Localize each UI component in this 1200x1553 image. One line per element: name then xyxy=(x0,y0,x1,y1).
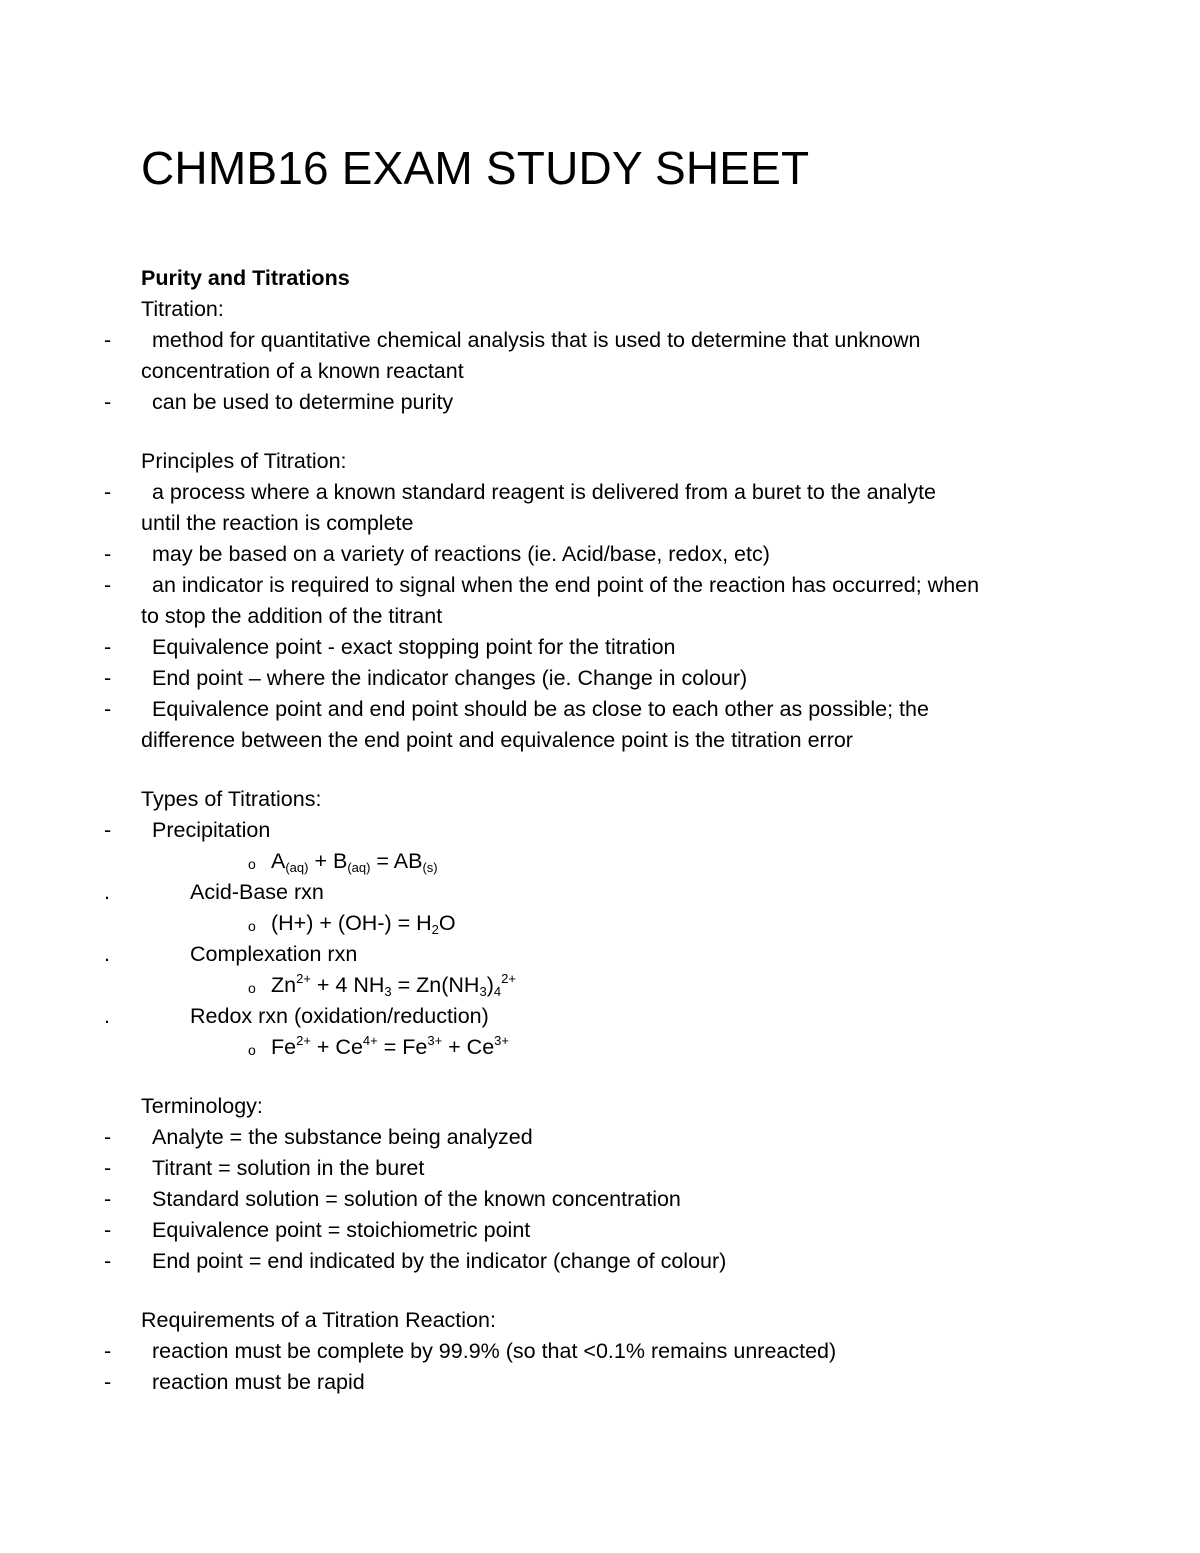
bullet-text: can be used to determine purity xyxy=(152,390,454,414)
dash-marker: - xyxy=(104,635,112,659)
requirements-label-line xyxy=(0,1305,1200,1336)
eq-superscript: 2+ xyxy=(296,1033,311,1048)
types-label-line xyxy=(0,784,1200,815)
eq-subscript: (s) xyxy=(422,860,438,875)
terminology-item: End point = end indicated by the indicator (change of colour) xyxy=(152,1249,727,1273)
eq-subscript: 4 xyxy=(493,984,502,999)
terminology-item: Standard solution = solution of the known concentration xyxy=(152,1187,681,1211)
bullet-text: Equivalence point and end point should be as close to each other as possible; the xyxy=(152,697,929,721)
equation-acid-base xyxy=(271,908,456,939)
equation-precipitation xyxy=(271,846,438,877)
circle-marker: o xyxy=(248,918,256,934)
bullet-line xyxy=(0,1184,1200,1215)
bullet-text: Equivalence point - exact stopping point for the titration xyxy=(152,635,676,659)
eq-term: Fe xyxy=(271,1035,297,1059)
bullet-text: End point – where the indicator changes (ie. Change in colour) xyxy=(152,666,748,690)
eq-term: (H+) + (OH-) = H xyxy=(271,911,432,935)
type-precipitation: Precipitation xyxy=(152,818,271,842)
eq-term: AB xyxy=(393,849,423,873)
dash-marker: - xyxy=(104,697,112,721)
bullet-line xyxy=(0,570,1200,601)
section-heading: Purity and Titrations xyxy=(141,266,350,290)
section-heading-line xyxy=(0,263,1200,294)
bullet-line xyxy=(0,477,1200,508)
eq-subscript: (aq) xyxy=(285,860,309,875)
dot-marker: . xyxy=(104,1004,110,1028)
eq-term: + 4 NH xyxy=(310,973,385,997)
document-body xyxy=(0,263,1200,1398)
dash-marker: - xyxy=(104,573,112,597)
bullet-line xyxy=(0,632,1200,663)
bullet-line xyxy=(0,1336,1200,1367)
eq-superscript: 3+ xyxy=(494,1033,509,1048)
eq-subscript: 2 xyxy=(431,922,439,937)
dash-marker: - xyxy=(104,542,112,566)
eq-term: A xyxy=(271,849,286,873)
type-complexation: Complexation rxn xyxy=(190,942,358,966)
terminology-item: Titrant = solution in the buret xyxy=(152,1156,425,1180)
dot-marker: . xyxy=(104,880,110,904)
types-label: Types of Titrations: xyxy=(141,787,322,811)
bullet-line xyxy=(0,325,1200,356)
titration-label: Titration: xyxy=(141,297,224,321)
equation-line xyxy=(0,846,1200,877)
dash-marker: - xyxy=(104,1249,112,1273)
dot-marker: . xyxy=(104,942,110,966)
dash-marker: - xyxy=(104,1339,112,1363)
eq-subscript: 3 xyxy=(384,984,392,999)
bullet-line xyxy=(0,539,1200,570)
dash-marker: - xyxy=(104,1125,112,1149)
eq-term: = Zn(NH xyxy=(391,973,480,997)
eq-term: = Fe xyxy=(377,1035,428,1059)
eq-superscript: 3+ xyxy=(427,1033,443,1048)
equation-redox xyxy=(271,1032,509,1063)
type-acid-base: Acid-Base rxn xyxy=(190,880,324,904)
continuation-text: concentration of a known reactant xyxy=(141,359,464,383)
dash-marker: - xyxy=(104,1156,112,1180)
principles-label: Principles of Titration: xyxy=(141,449,347,473)
equation-line xyxy=(0,970,1200,1001)
principles-label-line xyxy=(0,446,1200,477)
bullet-line xyxy=(0,815,1200,846)
eq-subscript: 3 xyxy=(479,984,487,999)
equation-line xyxy=(0,908,1200,939)
continuation-text: to stop the addition of the titrant xyxy=(141,604,443,628)
dash-marker: - xyxy=(104,1187,112,1211)
bullet-line xyxy=(0,663,1200,694)
eq-term: + Ce xyxy=(310,1035,363,1059)
dash-marker: - xyxy=(104,1370,112,1394)
continuation-text: difference between the end point and equivalence point is the titration error xyxy=(141,728,853,752)
bullet-line xyxy=(0,1367,1200,1398)
bullet-text: method for quantitative chemical analysis that is used to determine that unknown xyxy=(152,328,921,352)
paragraph-gap xyxy=(0,1063,1200,1091)
bullet-line xyxy=(0,387,1200,418)
terminology-label-line xyxy=(0,1091,1200,1122)
dash-marker: - xyxy=(104,390,112,414)
circle-marker: o xyxy=(248,1042,256,1058)
eq-term: B xyxy=(332,849,348,873)
dash-marker: - xyxy=(104,1218,112,1242)
paragraph-gap xyxy=(0,418,1200,446)
dash-marker: - xyxy=(104,480,112,504)
eq-term: ) xyxy=(486,973,494,997)
bullet-line xyxy=(0,1122,1200,1153)
bullet-line xyxy=(0,1246,1200,1277)
bullet-line xyxy=(0,1153,1200,1184)
circle-marker: o xyxy=(248,980,256,996)
bullet-text: a process where a known standard reagent is delivered from a buret to the analyte xyxy=(152,480,937,504)
continuation-text: until the reaction is complete xyxy=(141,511,414,535)
continuation-line xyxy=(0,356,1200,387)
equation-complexation xyxy=(271,970,516,1001)
equation-line xyxy=(0,1032,1200,1063)
terminology-item: Analyte = the substance being analyzed xyxy=(152,1125,533,1149)
sub-bullet-line xyxy=(0,1001,1200,1032)
bullet-text: an indicator is required to signal when the end point of the reaction has occurred; when xyxy=(152,573,980,597)
dash-marker: - xyxy=(104,666,112,690)
requirements-label: Requirements of a Titration Reaction: xyxy=(141,1308,496,1332)
terminology-item: Equivalence point = stoichiometric point xyxy=(152,1218,531,1242)
eq-term: O xyxy=(438,911,456,935)
requirement-item: reaction must be rapid xyxy=(152,1370,365,1394)
terminology-label: Terminology: xyxy=(141,1094,263,1118)
titration-label-line xyxy=(0,294,1200,325)
requirement-item: reaction must be complete by 99.9% (so that <0.1% remains unreacted) xyxy=(152,1339,837,1363)
dash-marker: - xyxy=(104,328,112,352)
continuation-line xyxy=(0,725,1200,756)
bullet-text: may be based on a variety of reactions (ie. Acid/base, redox, etc) xyxy=(152,542,770,566)
eq-subscript: (aq) xyxy=(347,860,371,875)
document-title: CHMB16 EXAM STUDY SHEET xyxy=(141,142,810,194)
paragraph-gap xyxy=(0,1277,1200,1305)
paragraph-gap xyxy=(0,756,1200,784)
continuation-line xyxy=(0,601,1200,632)
eq-superscript: 2+ xyxy=(296,971,311,986)
eq-term: Zn xyxy=(271,973,297,997)
eq-superscript: 4+ xyxy=(362,1033,378,1048)
dash-marker: - xyxy=(104,818,112,842)
sub-bullet-line xyxy=(0,939,1200,970)
type-redox: Redox rxn (oxidation/reduction) xyxy=(190,1004,489,1028)
continuation-line xyxy=(0,508,1200,539)
eq-term: = xyxy=(370,849,394,873)
eq-term: + Ce xyxy=(442,1035,495,1059)
eq-superscript: 2+ xyxy=(501,971,516,986)
bullet-line xyxy=(0,694,1200,725)
bullet-line xyxy=(0,1215,1200,1246)
sub-bullet-line xyxy=(0,877,1200,908)
circle-marker: o xyxy=(248,856,256,872)
eq-term: + xyxy=(308,849,333,873)
